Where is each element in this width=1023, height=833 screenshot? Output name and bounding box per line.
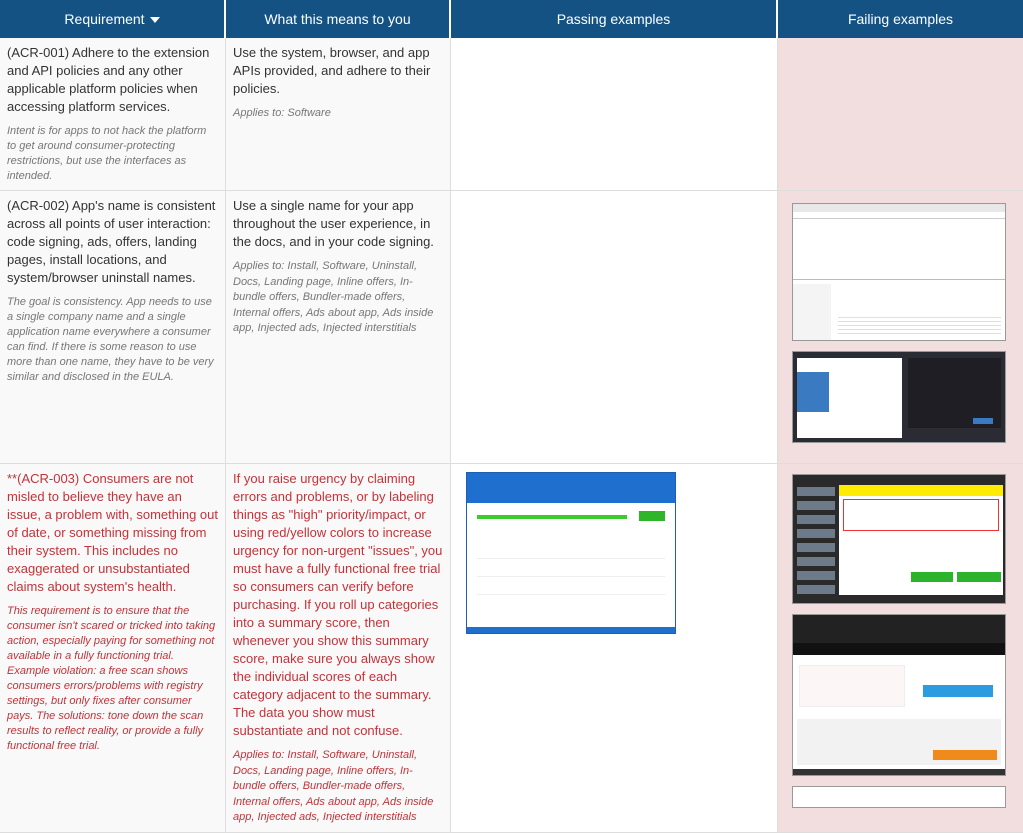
passing-examples-cell <box>451 191 778 464</box>
failing-examples-cell <box>778 38 1023 191</box>
requirement-note: Intent is for apps to not hack the platform to get around consumer-protecting restrictions, but use the interfaces as intended. <box>7 125 207 182</box>
requirement-note: The goal is consistency. App needs to use a single company name and a single application name everywhere a consumer can find. If there is some reason to use more than one name, they have to be very similar and disclosed in the EULA. <box>7 296 214 383</box>
passing-examples-cell <box>451 38 778 191</box>
column-header-requirement[interactable]: Requirement <box>0 0 226 38</box>
meaning-text: Use a single name for your app throughout the user experience, in the docs, and in your code signing. <box>233 198 434 249</box>
failing-screenshot-uninstall-list[interactable] <box>792 203 1006 341</box>
failing-examples-cell <box>778 191 1023 464</box>
table-row <box>0 191 1023 464</box>
requirement-text: (ACR-001) Adhere to the extension and API policies and any other applicable platform policies when accessing platform services. <box>7 45 210 114</box>
meaning-cell <box>226 191 451 464</box>
header-row <box>0 0 1023 38</box>
applies-to: Applies to: Install, Software, Uninstall, Docs, Landing page, Inline offers, In-bundle offers, Bundler-made offers, Internal offers, Ads about app, Ads inside app, Injected ads, Injected interstitials <box>233 260 434 334</box>
requirement-cell <box>0 464 226 833</box>
meaning-cell <box>226 464 451 833</box>
requirement-cell <box>0 38 226 191</box>
requirement-cell <box>0 191 226 464</box>
table-row <box>0 38 1023 191</box>
failing-screenshot-perfect-registry[interactable] <box>792 614 1006 776</box>
requirement-text: **(ACR-003) Consumers are not misled to believe they have an issue, a problem with, something out of date, or something missing from their system. This includes no exaggerated or unsubstantiated claims about system's health. <box>7 471 218 594</box>
failing-screenshot-setup-wizard[interactable] <box>792 351 1006 443</box>
failing-screenshot-scan-results[interactable] <box>792 474 1006 604</box>
column-header-failing: Failing examples <box>778 0 1023 38</box>
column-header-meaning: What this means to you <box>226 0 451 38</box>
meaning-text: Use the system, browser, and app APIs provided, and adhere to their policies. <box>233 45 431 96</box>
requirement-note: This requirement is to ensure that the consumer isn't scared or tricked into taking action, especially paying for something not available in a fully functioning trial. Example violation: a free scan shows consumers errors/problems with registry settings, but only fixes after consumer pays. The solutions: tone down the scan results to reflect reality, or provide a fully functional free trial. <box>7 605 216 752</box>
applies-to: Applies to: Install, Software, Uninstall, Docs, Landing page, Inline offers, In-bundle offers, Bundler-made offers, Internal offers, Ads about app, Ads inside app, Injected ads, Injected interstitials <box>233 749 434 823</box>
meaning-cell <box>226 38 451 191</box>
column-header-passing: Passing examples <box>451 0 778 38</box>
failing-examples-cell <box>778 464 1023 833</box>
passing-screenshot-system-utilities[interactable] <box>466 472 676 634</box>
failing-screenshot-partial[interactable] <box>792 786 1006 808</box>
meaning-text: If you raise urgency by claiming errors and problems, or by labeling things as "high" priority/impact, or using red/yellow colors to increase urgency for non-urgent "issues", you must have a fully functional free trial so consumers can verify before purchasing. If you roll up categories into a summary score, then whenever you show this summary score, make sure you always show the individual scores of each category adjacent to the summary. The data you show must substantiate and not confuse. <box>233 471 443 738</box>
applies-to: Applies to: Software <box>233 107 331 119</box>
passing-examples-cell <box>451 464 778 833</box>
table-row <box>0 464 1023 833</box>
requirement-text: (ACR-002) App's name is consistent across all points of user interaction: code signing, ads, offers, landing pages, install locations, and system/browser uninstall names. <box>7 198 216 285</box>
caret-down-icon[interactable] <box>150 17 160 23</box>
